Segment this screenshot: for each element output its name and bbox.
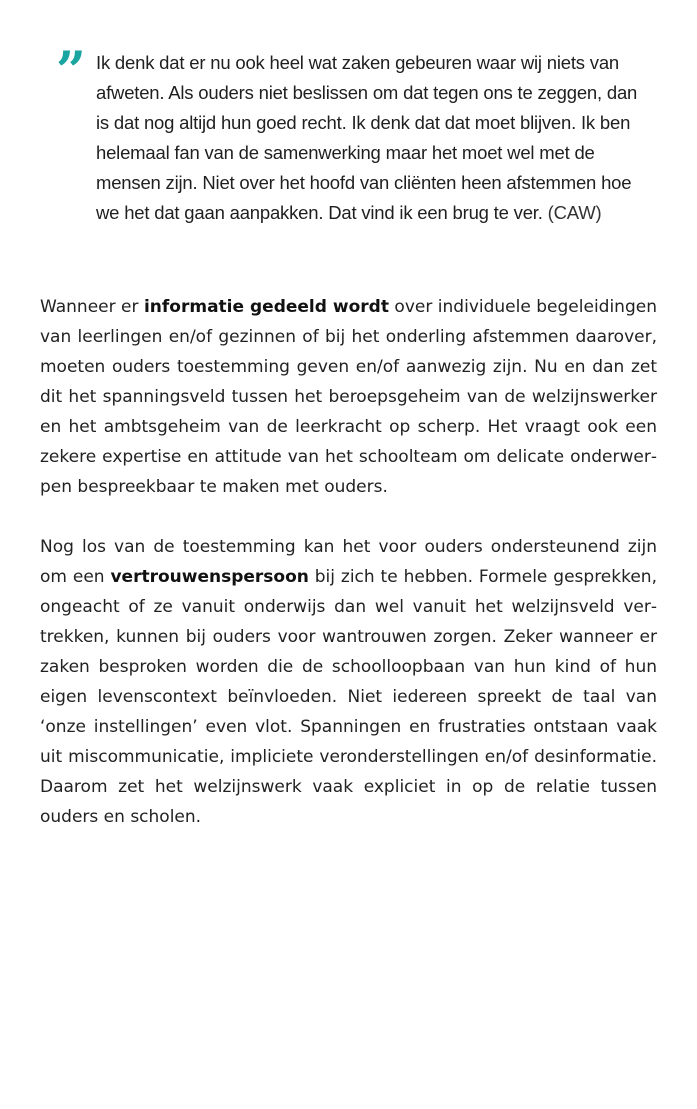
paragraph-1-emphasis: informatie gedeeld wordt [143,297,389,317]
pull-quote [56,41,646,228]
paragraph-1-lead: Wanneer er [40,297,144,317]
paragraph-1-rest: over individuele begeleidingen van leerlingen en/of gezinnen of bij het onderling afstemmen daarover, moeten ouders toestemming geven en/of aanwezig zijn. Nu en dan zet dit het spanningsveld tussen het beroepsgeheim van de welzijnswerker en het ambtsgeheim van de leerkracht op scherp. Het vraagt ook een zekere expertise en attitude van het schoolteam om delicate onderwerpen bespreekbaar te maken met ouders. [40,297,657,497]
paragraph-2-rest: bij zich te hebben. Formele gesprekken, ongeacht of ze vanuit onderwijs dan wel vanuit het welzijnsveld vertrekken, kunnen bij ouders voor wantrouwen zorgen. Zeker wanneer er zaken besproken worden die de schoolloopbaan van hun kind of hun eigen levenscontext beïnvloeden. Niet iedereen spreekt de taal van ‘onze instellingen’ even vlot. Spanningen en frustraties ontstaan vaak uit miscommunicatie, impliciete veronderstellingen en/of desinformatie. Daarom zet het welzijnswerk vaak expliciet in op de relatie tussen ouders en scholen. [40,567,657,827]
quote-text [56,41,646,228]
quote-mark-icon: ” [56,41,80,102]
body-paragraph-2 [40,532,657,832]
body-paragraph-1 [40,292,657,502]
paragraph-2-lead: Nog los van de toestemming kan het voor ouders ondersteunend zijn om een [40,537,657,587]
quote-body: Ik denk dat er nu ook heel wat zaken gebeuren waar wij niets van afweten. Als ouders niet beslissen om dat tegen ons te zeggen, dan is dat nog altijd hun goed recht. Ik denk dat dat moet blijven. Ik ben helemaal fan van de samenwerking maar het moet wel met de mensen zijn. Niet over het hoofd van cliënten heen afstemmen hoe we het dat gaan aanpakken. Dat vind ik een brug te ver. [96,52,638,223]
quote-source: (CAW) [547,202,602,223]
paragraph-2-emphasis: vertrouwenspersoon [110,567,309,587]
